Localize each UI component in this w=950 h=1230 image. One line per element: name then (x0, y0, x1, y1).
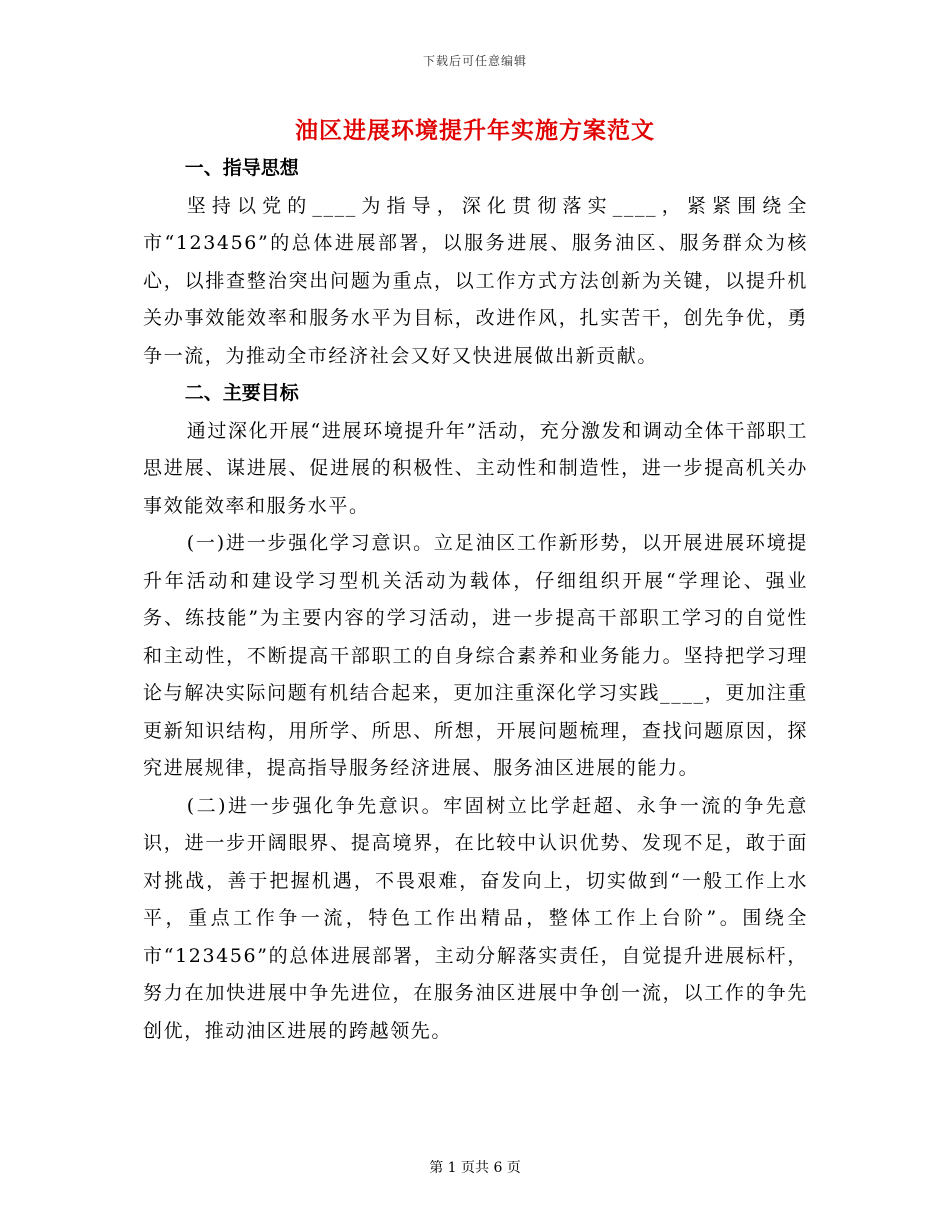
document-body (143, 150, 808, 1050)
paragraph: 通过深化开展“进展环境提升年”活动，充分激发和调动全体干部职工思进展、谋进展、促进展的积极性、主动性和制造性，进一步提高机关办事效能效率和服务水平。 (143, 419, 808, 517)
section-heading-main-goals: 二、主要目标 (184, 382, 299, 404)
paragraph: (二)进一步强化争先意识。牢固树立比学赶超、永争一流的争先意识，进一步开阔眼界、提高境界，在比较中认识优势、发现不足，敢于面对挑战，善于把握机遇，不畏艰难，奋发向上，切实做到“一般工作上水平，重点工作争一流，特色工作出精品，整体工作上台阶”。围绕全市“123456”的总体进展部署，主动分解落实责任，自觉提升进展标杆，努力在加快进展中争先进位，在服务油区进展中争创一流，以工作的争先创优，推动油区进展的跨越领先。 (143, 794, 808, 1042)
document-title: 油区进展环境提升年实施方案范文 (295, 117, 655, 144)
paragraph: (一)进一步强化学习意识。立足油区工作新形势，以开展进展环境提升年活动和建设学习型机关活动为载体，仔细组织开展“学理论、强业务、练技能”为主要内容的学习活动，进一步提高干部职工学习的自觉性和主动性，不断提高干部职工的自身综合素养和业务能力。坚持把学习理论与解决实际问题有机结合起来，更加注重深化学习实践____，更加注重更新知识结构，用所学、所思、所想，开展问题梳理，查找问题原因，探究进展规律，提高指导服务经济进展、服务油区进展的能力。 (143, 532, 808, 779)
page-footer-number: 第 1 页共 6 页 (429, 1160, 521, 1176)
section-heading-guiding-ideology: 一、指导思想 (184, 157, 299, 179)
paragraph: 坚持以党的____为指导，深化贯彻落实____，紧紧围绕全市“123456”的总体进展部署，以服务进展、服务油区、服务群众为核心，以排查整治突出问题为重点，以工作方式方法创新为关键，以提升机关办事效能效率和服务水平为目标，改进作风，扎实苦干，创先争优，勇争一流，为推动全市经济社会又好又快进展做出新贡献。 (143, 194, 808, 367)
page-header-note: 下载后可任意编辑 (422, 54, 527, 68)
